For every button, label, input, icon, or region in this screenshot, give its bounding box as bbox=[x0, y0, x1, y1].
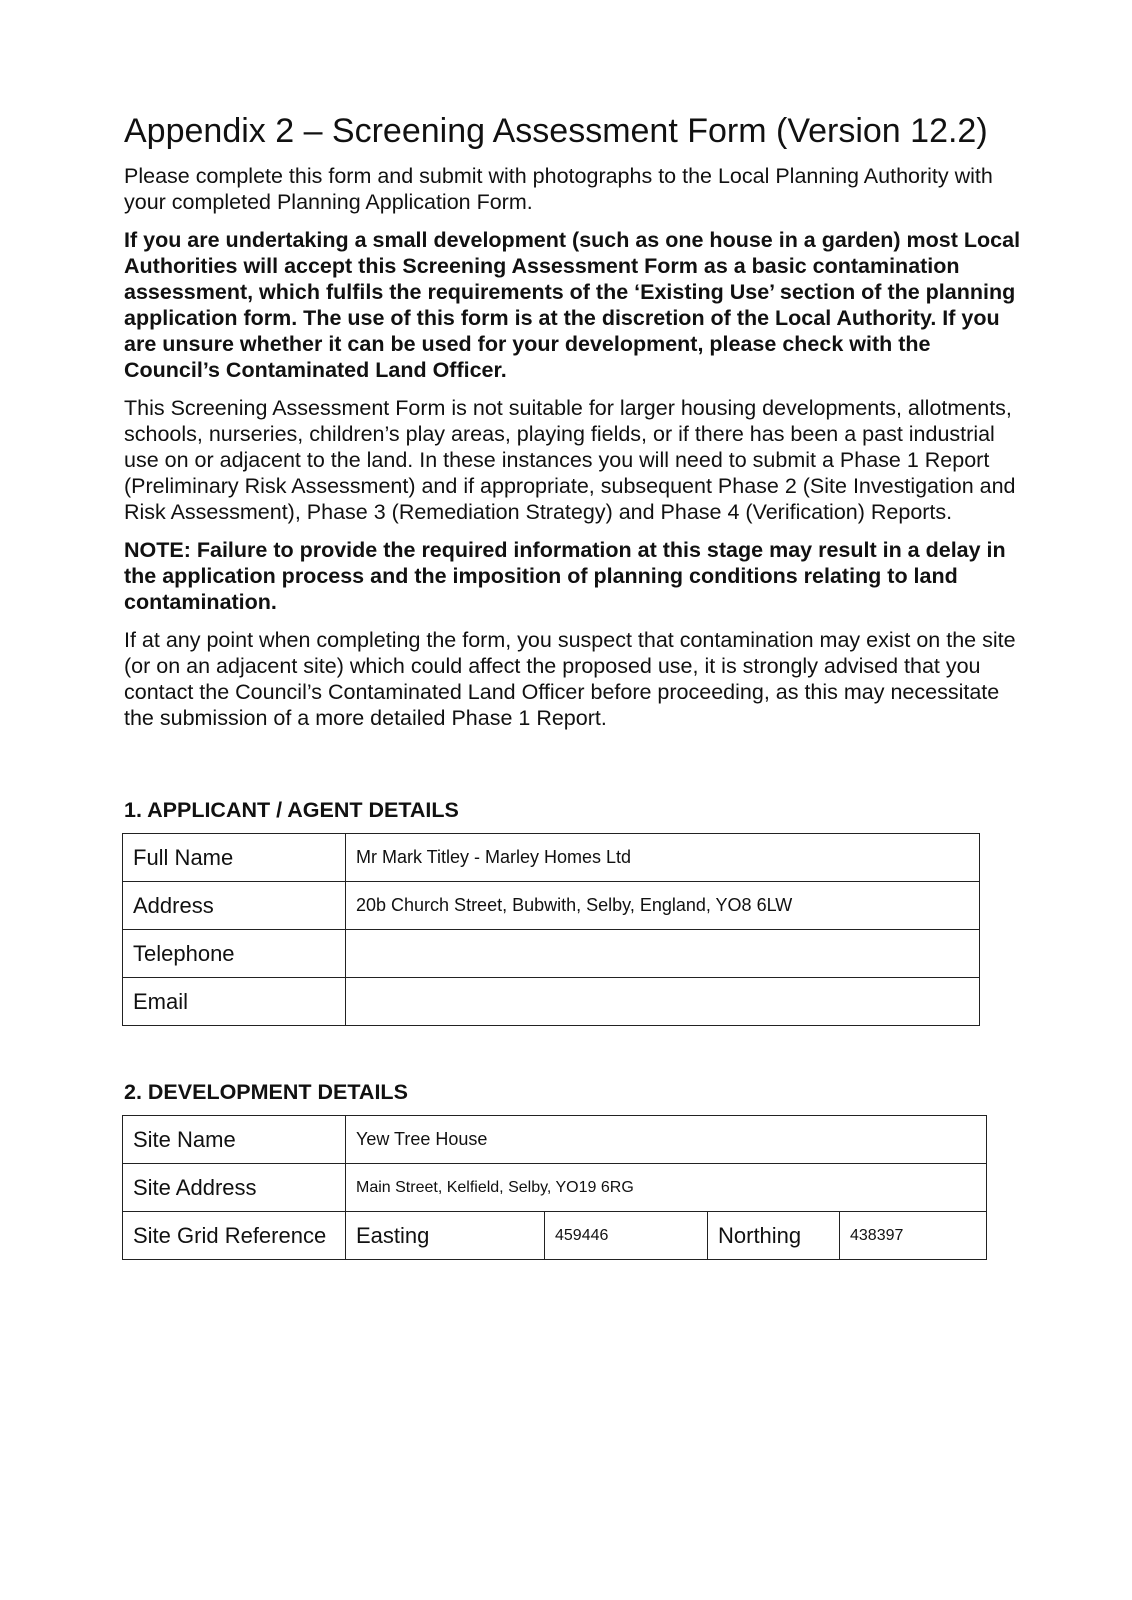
applicant-table bbox=[122, 833, 980, 1026]
table-row bbox=[123, 930, 980, 978]
table-row bbox=[123, 1164, 987, 1212]
suitability-text: This Screening Assessment Form is not suitable for larger housing developments, allotments, schools, nurseries, children’s play areas, playing fields, or if there has been a past industrial use on or adjacent to the land. In these instances you will need to submit a Phase 1 Report (Preliminary Risk Assessment) and if appropriate, subsequent Phase 2 (Site Investigation and Risk Assessment), Phase 3 (Remediation Strategy) and Phase 4 (Verification) Reports. bbox=[124, 396, 1016, 525]
full-name-field[interactable]: Mr Mark Titley - Marley Homes Ltd bbox=[346, 834, 980, 882]
address-label: Address bbox=[123, 882, 346, 930]
telephone-field[interactable] bbox=[346, 930, 980, 978]
easting-field[interactable]: 459446 bbox=[545, 1212, 708, 1260]
site-address-field[interactable]: Main Street, Kelfield, Selby, YO19 6RG bbox=[346, 1164, 987, 1212]
table-row bbox=[123, 834, 980, 882]
site-name-label: Site Name bbox=[123, 1116, 346, 1164]
northing-field[interactable]: 438397 bbox=[840, 1212, 987, 1260]
full-name-label: Full Name bbox=[123, 834, 346, 882]
development-table bbox=[122, 1115, 987, 1260]
address-field[interactable]: 20b Church Street, Bubwith, Selby, England, YO8 6LW bbox=[346, 882, 980, 930]
easting-label: Easting bbox=[346, 1212, 545, 1260]
table-row bbox=[123, 882, 980, 930]
section1-heading: 1. APPLICANT / AGENT DETAILS bbox=[124, 798, 459, 822]
site-name-field[interactable]: Yew Tree House bbox=[346, 1116, 987, 1164]
telephone-label: Telephone bbox=[123, 930, 346, 978]
site-address-label: Site Address bbox=[123, 1164, 346, 1212]
intro-text: Please complete this form and submit with photographs to the Local Planning Authority with your completed Planning Application Form. bbox=[124, 164, 993, 215]
table-row bbox=[123, 978, 980, 1026]
bold-notice: If you are undertaking a small development (such as one house in a garden) most Local Authorities will accept this Screening Assessment Form as a basic contamination assessment, which fulfils the requirements of the ‘Existing Use’ section of the planning application form. The use of this form is at the discretion of the Local Authority. If you are unsure whether it can be used for your development, please check with the Council’s Contaminated Land Officer. bbox=[124, 228, 1021, 383]
email-field[interactable] bbox=[346, 978, 980, 1026]
email-label: Email bbox=[123, 978, 346, 1026]
section2-heading: 2. DEVELOPMENT DETAILS bbox=[124, 1080, 408, 1104]
table-row bbox=[123, 1212, 987, 1260]
note-text: NOTE: Failure to provide the required information at this stage may result in a delay in the application process and the imposition of planning conditions relating to land contamination. bbox=[124, 538, 1006, 615]
form-page bbox=[124, 112, 1024, 743]
table-row bbox=[123, 1116, 987, 1164]
grid-ref-label: Site Grid Reference bbox=[123, 1212, 346, 1260]
northing-label: Northing bbox=[708, 1212, 840, 1260]
page-title: Appendix 2 – Screening Assessment Form (Version 12.2) bbox=[124, 112, 988, 150]
advice-text: If at any point when completing the form, you suspect that contamination may exist on the site (or on an adjacent site) which could affect the proposed use, it is strongly advised that you contact the Council’s Contaminated Land Officer before proceeding, as this may necessitate the submission of a more detailed Phase 1 Report. bbox=[124, 628, 1016, 731]
